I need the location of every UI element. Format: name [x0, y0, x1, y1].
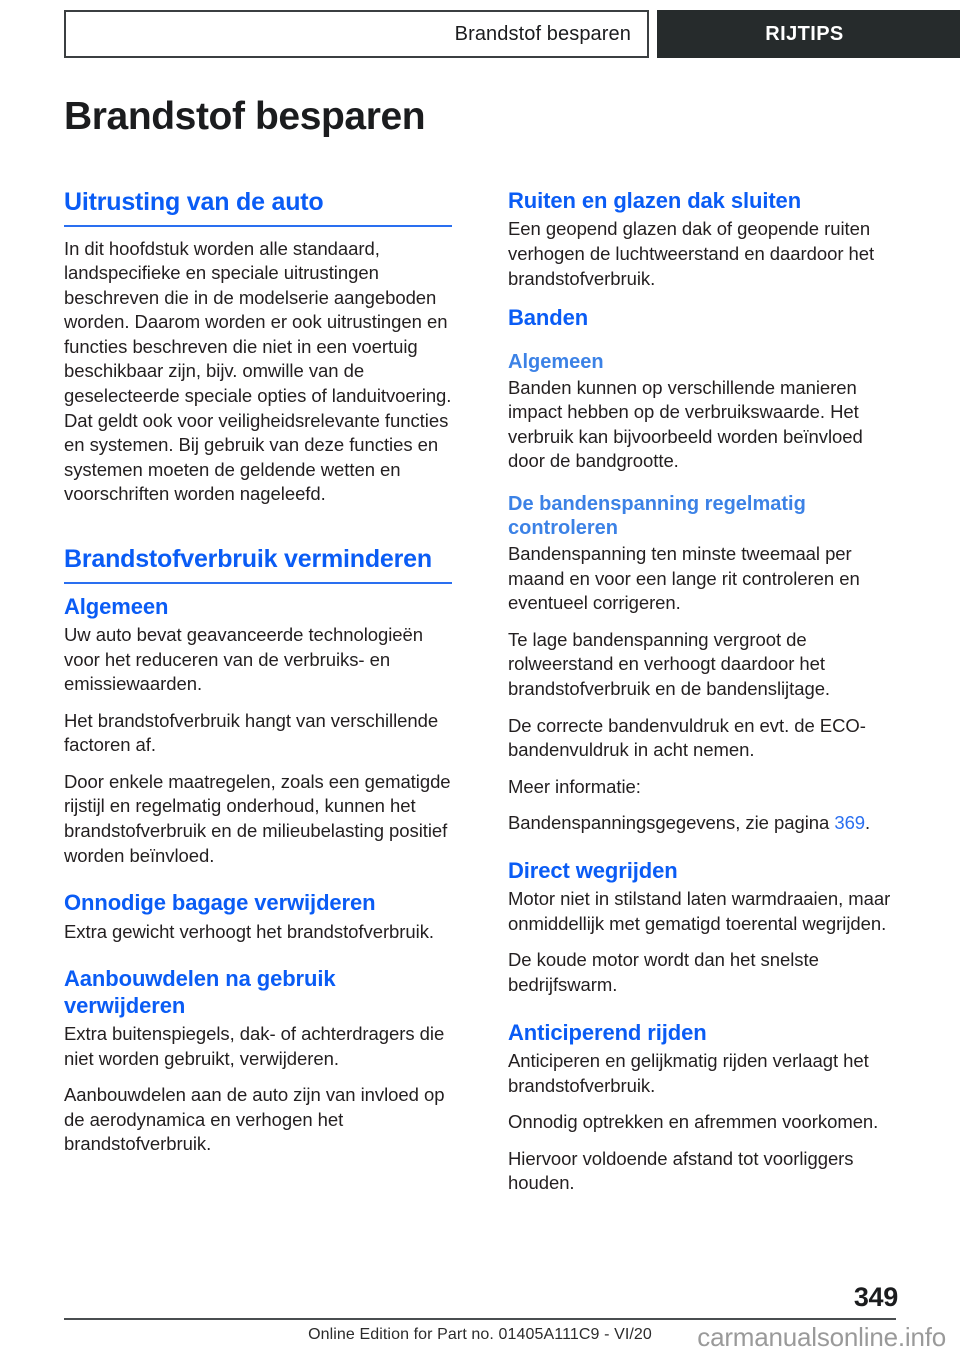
spacer	[64, 519, 452, 545]
paragraph-bandenspanning-2: Te lage bandenspanning vergroot de rolweerstand en verhoogt daardoor het brandstofverbruik en de bandenslijtage.	[508, 628, 831, 699]
heading-algemeen-left: Algemeen	[64, 593, 169, 619]
page-reference-link[interactable]: 369	[834, 812, 866, 834]
paragraph-algemeen-2: Het brandstofverbruik hangt van verschillende factoren af.	[64, 709, 439, 756]
paragraph-direct-wegrijden-2: De koude motor wordt dan het snelste bedrijfswarm.	[508, 949, 819, 996]
paragraph-aanbouwdelen-1: Extra buitenspiegels, dak- of achterdragers die niet worden gebruikt, verwijderen.	[64, 1023, 445, 1069]
heading-aanbouwdelen-na-gebruik-verwijderen: Aanbouwdelen na gebruik verwijderen	[64, 966, 336, 1018]
paragraph-page-reference	[508, 811, 896, 836]
heading-onnodige-bagage-verwijderen: Onnodige bagage verwijderen	[64, 890, 376, 916]
page-title: Brandstof besparen	[64, 95, 426, 138]
header-chapter-tab-label: Brandstof besparen	[454, 22, 631, 45]
heading-de-bandenspanning-regelmatig-controleren: De bandenspanning regelmatig controleren	[508, 492, 806, 539]
paragraph-anticiperend-2: Onnodig optrekken en afremmen voorkomen.	[508, 1111, 879, 1133]
right-column	[508, 188, 896, 1196]
heading-ruiten-en-glazen-dak-sluiten: Ruiten en glazen dak sluiten	[508, 188, 802, 213]
footer-edition-text: Online Edition for Part no. 01405A111C9 - VI/20	[308, 1326, 652, 1343]
header-section-tab	[657, 10, 960, 58]
header-section-tab-label: RIJTIPS	[765, 22, 844, 45]
page-reference-suffix: .	[865, 812, 871, 834]
heading-direct-wegrijden: Direct wegrijden	[508, 857, 678, 883]
header-chapter-tab	[64, 10, 649, 58]
content-columns	[64, 188, 896, 1196]
page-reference-prefix: Bandenspanningsgegevens, zie pagina	[508, 812, 835, 834]
paragraph-bandenspanning-3: De correcte bandenvuldruk en evt. de ECO-bandenvuldruk in acht nemen.	[508, 714, 866, 761]
footer-watermark: carmanualsonline.info	[697, 1322, 946, 1352]
paragraph-banden-algemeen-1: Banden kunnen op verschillende manieren impact hebben op de verbruikswaarde. Het verbruik kan bijvoorbeeld worden beïnvloed door de bandgrootte.	[508, 376, 863, 472]
heading-uitrusting-van-de-auto: Uitrusting van de auto	[64, 188, 452, 227]
paragraph-meer-informatie: Meer informatie:	[508, 775, 641, 797]
paragraph-anticiperend-3: Hiervoor voldoende afstand tot voorliggers houden.	[508, 1147, 854, 1194]
heading-brandstofverbruik-verminderen: Brandstofverbruik verminderen	[64, 545, 452, 584]
heading-algemeen-right: Algemeen	[508, 350, 604, 373]
heading-anticiperend-rijden: Anticiperend rijden	[508, 1019, 707, 1045]
page-header	[0, 0, 960, 68]
paragraph-algemeen-3: Door enkele maatregelen, zoals een gematigde rijstijl en regelmatig onderhoud, kunnen het brandstofverbruik en de milieubelasting positief worden beïnvloed.	[64, 770, 451, 866]
paragraph-direct-wegrijden-1: Motor niet in stilstand laten warmdraaien, maar onmiddellijk met gematigd toerental wegrijden.	[508, 888, 891, 934]
heading-banden: Banden	[508, 305, 589, 331]
left-column	[64, 188, 452, 1196]
paragraph-uitrusting-intro: In dit hoofdstuk worden alle standaard, landspecifieke en speciale uitrustingen beschreven die in de modelserie aangeboden worden. Daarom worden er ook uitrustingen en functies beschreven die niet in een voertuig beschikbaar zijn, bijv. omwille van de geselecteerde speciale opties of landuitvoering. Dat geldt ook voor veiligheidsrelevante functies en systemen. Bij gebruik van deze functies en systemen moeten de geldende wetten en voorschriften worden nageleefd.	[64, 237, 452, 505]
paragraph-ruiten-1: Een geopend glazen dak of geopende ruiten verhogen de luchtweerstand en daardoor het brandstofverbruik.	[508, 218, 875, 289]
paragraph-bandenspanning-1: Bandenspanning ten minste tweemaal per maand en voor een lange rit controleren en eventueel corrigeren.	[508, 542, 860, 614]
paragraph-onnodige-bagage-1: Extra gewicht verhoogt het brandstofverbruik.	[64, 920, 434, 942]
paragraph-aanbouwdelen-2: Aanbouwdelen aan de auto zijn van invloed op de aerodynamica en verhogen het brandstofverbruik.	[64, 1084, 445, 1155]
footer-divider	[64, 1318, 896, 1320]
paragraph-anticiperend-1: Anticiperen en gelijkmatig rijden verlaagt het brandstofverbruik.	[508, 1050, 869, 1096]
paragraph-algemeen-1: Uw auto bevat geavanceerde technologieën voor het reduceren van de verbruiks- en emissiewaarden.	[64, 623, 424, 695]
page-footer	[0, 1282, 960, 1362]
page-number: 349	[853, 1282, 898, 1312]
